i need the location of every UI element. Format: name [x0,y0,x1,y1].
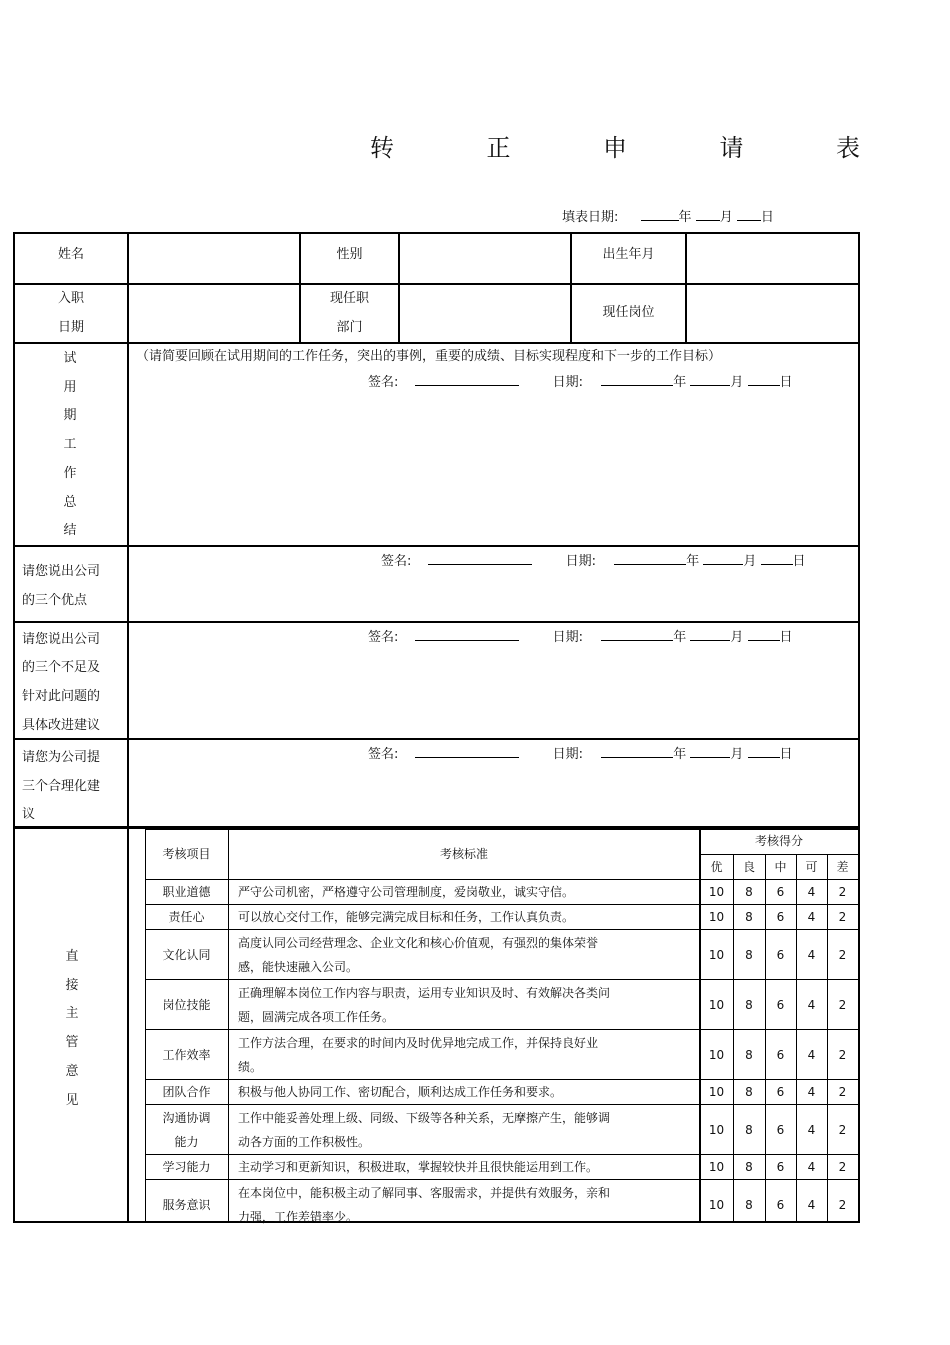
date-label: 日期: [552,747,584,762]
assessment-standard [228,930,700,979]
score-option[interactable]: 6 [776,1122,785,1137]
assessment-standard [228,980,700,1029]
date-month: 月 [730,747,744,762]
assessment-item-text: 沟通协调 [162,1110,211,1125]
supervisor-label-char: 管 [65,1035,79,1050]
join-date-label: 日期 [57,320,84,335]
grid-line [13,232,15,1223]
assessment-item-text: 能力 [174,1134,199,1149]
grid-line [127,232,129,1223]
summary-field[interactable] [130,392,856,542]
fill-date [562,206,774,225]
date-day-blank[interactable] [748,746,780,758]
assessment-item-text: 责任心 [168,910,205,924]
date-day: 日 [792,554,806,569]
summary-label-char: 作 [63,466,77,481]
date-day: 日 [779,747,793,762]
assessment-standard-text: 动各方面的工作积极性。 [238,1134,371,1149]
assessment-standard-text: 正确理解本岗位工作内容与职责，运用专业知识及时、有效解决各类问 [238,985,611,1000]
gender-field[interactable] [401,235,569,282]
summary-label-char: 总 [63,495,77,510]
grid-line [14,342,860,344]
score-option[interactable]: 2 [838,885,847,899]
sign-label: 签名: [368,630,399,645]
col-header-standard: 考核标准 [439,847,488,861]
grid-line [14,283,860,285]
date-day-blank[interactable] [748,629,780,641]
name-field[interactable] [130,235,298,282]
date-day: 日 [779,375,793,390]
date-month: 月 [743,554,757,569]
score-option[interactable]: 6 [776,910,785,924]
title-char: 申 [603,134,627,162]
grade-header: 中 [774,860,787,874]
score-option[interactable]: 8 [745,947,753,962]
fill-date-day: 日 [760,210,774,225]
score-option[interactable]: 6 [776,997,785,1012]
assessment-standard-text: 工作方法合理，在要求的时间内及时优异地完成工作，并保持良好业 [238,1035,599,1050]
supervisor-label-char: 接 [65,978,79,993]
post-field[interactable] [688,286,857,341]
advantages-field[interactable] [130,572,856,619]
score-option[interactable]: 2 [838,997,847,1012]
score-option[interactable]: 4 [807,885,816,899]
department-label: 现任职 [329,291,369,306]
title-char: 请 [719,134,744,162]
department-field[interactable] [401,286,569,341]
date-year-blank[interactable] [601,629,673,641]
post-label: 现任岗位 [602,305,655,320]
assessment-standard-text: 力强，工作差错率少。 [238,1209,359,1224]
score-option[interactable]: 4 [807,997,816,1012]
score-option[interactable]: 6 [776,1085,785,1099]
summary-label-char: 结 [63,523,77,538]
sign-blank[interactable] [415,629,519,641]
grid-line [858,232,860,1223]
assessment-item [145,1105,228,1154]
score-option[interactable]: 8 [745,1197,753,1212]
advantages-signature-line [381,550,806,569]
date-month-blank[interactable] [690,374,730,386]
assessment-standard [228,1080,700,1104]
supervisor-label-char: 直 [65,949,79,964]
score-option[interactable]: 2 [838,910,847,924]
sign-label: 签名: [381,554,412,569]
score-option[interactable]: 4 [807,1197,816,1212]
date-day-blank[interactable] [761,553,793,565]
department-label: 部门 [336,320,363,335]
assessment-standard-text: 工作中能妥善处理上级、同级、下级等各种关系，无摩擦产生，能够调 [238,1110,611,1125]
suggestions-label: 议 [22,807,36,822]
fill-date-label: 填表日期: [562,210,619,225]
assessment-item-text: 岗位技能 [162,997,211,1012]
grid-line [685,232,687,343]
assessment-standard [228,905,700,929]
title-char: 表 [836,134,860,162]
col-header-item: 考核项目 [162,847,211,861]
score-option[interactable]: 8 [745,1160,753,1174]
suggestions-signature-line [368,743,793,762]
fill-date-day-blank[interactable] [737,209,761,221]
score-option[interactable]: 2 [838,1047,847,1062]
score-option[interactable]: 4 [807,910,816,924]
birth-label: 出生年月 [602,247,655,262]
score-option[interactable]: 10 [708,947,725,962]
summary-label-char: 工 [63,437,77,452]
assessment-standard [228,1030,700,1079]
suggestions-field[interactable] [130,765,856,825]
grid-line [14,545,860,547]
suggestions-label: 三个合理化建 [22,779,101,794]
score-option[interactable]: 10 [708,997,725,1012]
gender-label: 性别 [336,247,363,262]
form-title [370,128,860,162]
assessment-standard-text: 积极与他人协同工作、密切配合，顺利达成工作任务和要求。 [238,1085,563,1099]
summary-label-char: 期 [63,408,77,423]
assessment-standard-text: 可以放心交付工作，能够完满完成目标和任务，工作认真负责。 [238,910,575,924]
assessment-item-text: 团队合作 [162,1085,211,1099]
shortcomings-label: 请您说出公司 [22,632,101,647]
assessment-item [145,1080,228,1104]
grade-header: 差 [836,860,849,874]
grid-line [398,232,400,343]
score-option[interactable]: 10 [708,1085,725,1099]
fill-date-year: 年 [678,210,692,225]
grid-line [14,621,860,623]
date-year: 年 [686,554,700,569]
suggestions-label: 请您为公司提 [22,750,101,765]
shortcomings-signature-line [368,626,793,645]
advantages-label: 请您说出公司 [22,564,101,579]
score-option[interactable]: 2 [838,1197,847,1212]
score-option[interactable]: 4 [807,1047,816,1062]
assessment-standard-text: 绩。 [238,1059,263,1074]
date-month-blank[interactable] [690,629,730,641]
assessment-item [145,880,228,904]
date-day-blank[interactable] [748,374,780,386]
score-option[interactable]: 8 [745,1047,753,1062]
shortcomings-label: 具体改进建议 [22,718,101,733]
grade-header: 优 [710,860,723,874]
score-option[interactable]: 10 [708,885,725,899]
score-option[interactable]: 10 [708,1197,725,1212]
date-month: 月 [730,375,744,390]
score-option[interactable]: 6 [776,947,785,962]
assessment-item-text: 职业道德 [162,885,211,899]
grid-line [14,232,860,234]
score-option[interactable]: 6 [776,885,785,899]
grid-line [14,738,860,740]
date-month-blank[interactable] [703,553,743,565]
assessment-standard-text: 题，圆满完成各项工作任务。 [238,1009,395,1024]
shortcomings-label: 针对此问题的 [22,689,101,704]
assessment-item-text: 学习能力 [162,1160,211,1174]
assessment-standard [228,1105,700,1154]
date-year-blank[interactable] [614,553,686,565]
assessment-item [145,930,228,979]
assessment-item-text: 工作效率 [162,1047,211,1062]
assessment-standard-text: 高度认同公司经营理念、企业文化和核心价值观，有强烈的集体荣誉 [238,935,599,950]
score-option[interactable]: 10 [708,1160,725,1174]
score-option[interactable]: 2 [838,1122,847,1137]
date-year: 年 [673,630,687,645]
col-header-score: 考核得分 [754,834,803,848]
score-option[interactable]: 8 [745,1122,753,1137]
score-option[interactable]: 4 [807,1122,816,1137]
sign-blank[interactable] [428,553,532,565]
fill-date-month: 月 [719,210,733,225]
date-year: 年 [673,375,687,390]
assessment-standard-text: 在本岗位中，能积极主动了解同事、客服需求，并提供有效服务，亲和 [238,1185,611,1200]
advantages-label: 的三个优点 [22,593,88,608]
date-label: 日期: [565,554,597,569]
score-option[interactable]: 8 [745,997,753,1012]
supervisor-label-char: 意 [65,1064,79,1079]
sign-label: 签名: [368,375,399,390]
shortcomings-field[interactable] [130,648,856,736]
score-option[interactable]: 10 [708,910,725,924]
assessment-standard [228,1155,700,1179]
title-char: 正 [486,134,511,162]
score-option[interactable]: 8 [745,1085,753,1099]
date-label: 日期: [552,375,584,390]
assessment-item-text: 服务意识 [162,1197,211,1212]
score-option[interactable]: 2 [838,1085,847,1099]
assessment-standard-text: 感，能快速融入公司。 [238,959,359,974]
score-option[interactable]: 8 [745,910,753,924]
score-option[interactable]: 4 [807,1085,816,1099]
grade-header: 良 [742,860,755,874]
score-option[interactable]: 6 [776,1197,785,1212]
score-option[interactable]: 10 [708,1122,725,1137]
assessment-item [145,1180,228,1229]
assessment-item [145,980,228,1029]
fill-date-month-blank[interactable] [696,209,720,221]
join-date-field[interactable] [130,286,298,341]
supervisor-label-char: 见 [65,1093,79,1108]
score-option[interactable]: 6 [776,1160,785,1174]
summary-signature-line [368,371,793,390]
assessment-item-text: 文化认同 [162,947,211,962]
assessment-item [145,905,228,929]
fill-date-year-blank[interactable] [641,209,679,221]
score-option[interactable]: 6 [776,1047,785,1062]
assessment-standard-text: 主动学习和更新知识，积极进取，掌握较快并且很快能运用到工作。 [238,1160,599,1174]
summary-label-char: 试 [63,351,77,366]
score-option[interactable]: 8 [745,885,753,899]
date-year-blank[interactable] [601,746,673,758]
join-date-label: 入职 [57,291,84,306]
supervisor-label-char: 主 [65,1006,79,1021]
shortcomings-label: 的三个不足及 [22,660,101,675]
assessment-standard-text: 严守公司机密，严格遵守公司管理制度，爱岗敬业，诚实守信。 [238,885,575,899]
sign-label: 签名: [368,747,399,762]
birth-field[interactable] [688,235,857,282]
summary-hint: （请简要回顾在试用期间的工作任务，突出的事例，重要的成绩、目标实现程度和下一步的工作目标） [136,349,722,364]
date-label: 日期: [552,630,584,645]
assessment-standard [228,1180,700,1229]
date-year: 年 [673,747,687,762]
score-option[interactable]: 4 [807,947,816,962]
assessment-item [145,1155,228,1179]
assessment-standard [228,880,700,904]
name-label: 姓名 [57,247,84,262]
score-option[interactable]: 4 [807,1160,816,1174]
date-year-blank[interactable] [601,374,673,386]
sign-blank[interactable] [415,746,519,758]
score-option[interactable]: 2 [838,947,847,962]
score-option[interactable]: 10 [708,1047,725,1062]
sign-blank[interactable] [415,374,519,386]
date-month: 月 [730,630,744,645]
assessment-item [145,1030,228,1079]
title-char: 转 [370,134,394,162]
grade-header: 可 [805,860,818,874]
date-day: 日 [779,630,793,645]
summary-label-char: 用 [63,380,77,395]
date-month-blank[interactable] [690,746,730,758]
score-option[interactable]: 2 [838,1160,847,1174]
